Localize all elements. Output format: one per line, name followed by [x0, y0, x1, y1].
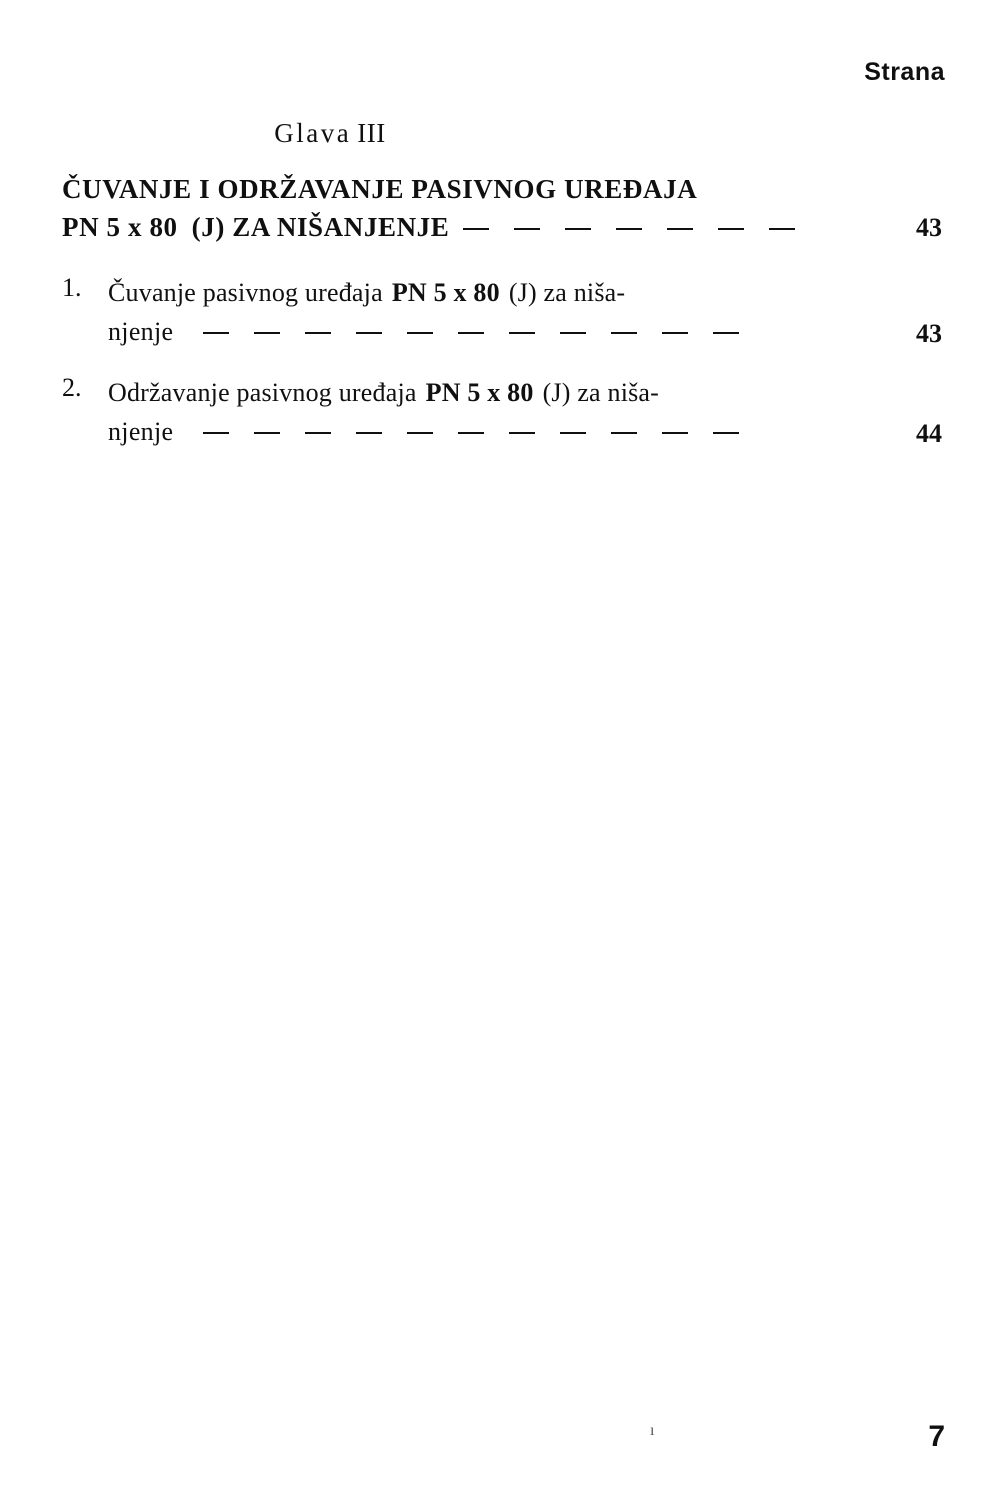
page-number: 7: [928, 1420, 945, 1453]
toc-item-2-line1-c: (J) za niša-: [542, 377, 660, 407]
toc-item-1-line1-a: Čuvanje pasivnog uređaja: [108, 277, 383, 307]
toc-main-entry-line2: [62, 208, 862, 246]
chapter-heading: [0, 118, 660, 149]
toc-item-2-line1: [108, 373, 942, 412]
toc-main-entry-page: 43: [916, 212, 942, 242]
toc-item-1-line2: [108, 312, 942, 351]
toc-item-2-line2: [108, 412, 942, 451]
scan-artifact: ı: [650, 1422, 655, 1439]
toc-main-entry-line2-a: PN 5 x 80: [62, 212, 178, 243]
chapter-label-text: Glava: [274, 118, 352, 148]
leader-dashes: [463, 208, 795, 246]
toc-item-2-marker: 2.: [62, 372, 82, 402]
toc-main-entry: [62, 170, 942, 247]
toc-item-2-line1-b: PN 5 x 80: [425, 377, 534, 407]
toc-item-2-line1-a: Održavanje pasivnog uređaja: [108, 377, 417, 407]
toc-item-2: [62, 373, 942, 451]
toc-item-1-line1: [108, 273, 942, 312]
toc-item-1-marker: 1.: [62, 272, 82, 302]
toc-item-1: [62, 273, 942, 351]
toc-item-1-line2-text: njenje: [108, 316, 174, 346]
toc-main-entry-line2-b: (J) ZA NIŠANJENJE: [191, 212, 450, 243]
chapter-number: III: [357, 118, 386, 148]
toc-item-2-line2-text: njenje: [108, 416, 174, 446]
leader-dashes: [203, 312, 739, 351]
table-of-contents: [62, 170, 942, 473]
toc-item-2-page: 44: [916, 418, 942, 448]
page-column-header: Strana: [864, 58, 945, 86]
leader-dashes: [203, 412, 739, 451]
toc-item-1-line1-c: (J) za niša-: [508, 277, 626, 307]
toc-main-entry-line1: ČUVANJE I ODRŽAVANJE PASIVNOG UREĐAJA: [62, 174, 698, 204]
toc-item-1-line1-b: PN 5 x 80: [391, 277, 500, 307]
toc-item-1-page: 43: [916, 318, 942, 348]
